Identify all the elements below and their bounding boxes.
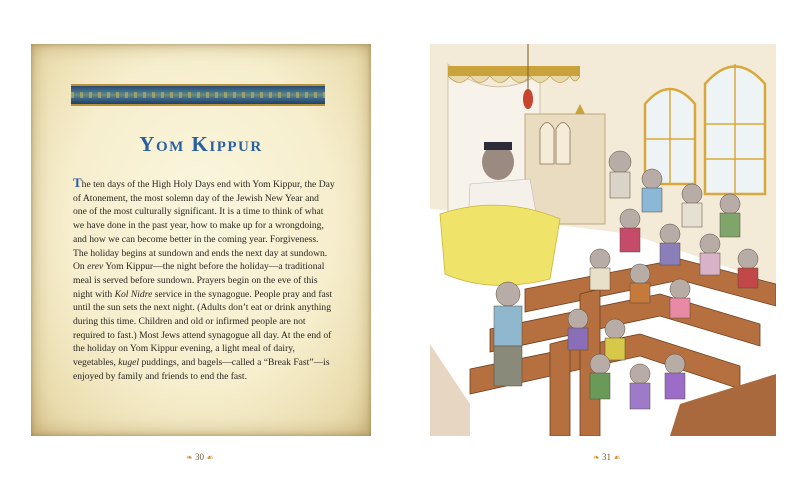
page-title: Yom Kippur — [139, 132, 263, 156]
body-text-part-6: kugel — [118, 357, 140, 369]
page-number-right-value: 31 — [601, 452, 611, 462]
parchment-panel — [31, 44, 371, 436]
ornament-icon: ☙ — [613, 453, 621, 462]
body-text-part-3: Yom Kippur—the night before the holiday—a traditional meal is served before sundown. Prayers begin on the eve of this night with — [73, 261, 325, 300]
body-text-part-7: puddings, and bagels—called a “Break Fast”—is enjoyed by family and friends to end the fast. — [73, 357, 330, 382]
page-number-left-value: 30 — [194, 452, 204, 462]
right-page — [400, 0, 800, 488]
page-number-left — [186, 452, 213, 462]
page-number-right — [593, 452, 620, 462]
ornament-icon: ❧ — [593, 453, 600, 462]
body-text-part-5: service in the synagogue. People pray and fast until the sun sets the next night. (Adults don’t eat or drink anything during this time. Children and old or infirmed people are not required to fast.) Most Jews attend synagogue all day. At the end of the holiday on Yom Kippur evening, a light meal of dairy, vegetables, — [73, 288, 333, 369]
body-text-part-4: Kol Nidre — [114, 288, 153, 300]
synagogue-illustration — [430, 44, 776, 436]
ornament-icon: ☙ — [206, 453, 214, 462]
ornament-icon: ❧ — [186, 453, 193, 462]
body-text — [73, 176, 335, 384]
drop-cap: T — [73, 175, 82, 190]
decorative-band — [71, 84, 325, 106]
body-text-part-1: he ten days of the High Holy Days end with Yom Kippur, the Day of Atonement, the most solemn day of the Jewish New Year and one of the most culturally significant. It is a time to think of what we have done in the past year, how to make up for a wrongdoing, and how we can become better in the coming year. Forgiveness. The holiday begins at sundown and ends the next day at sundown. On — [73, 179, 335, 273]
body-text-part-2: erev — [87, 261, 104, 273]
